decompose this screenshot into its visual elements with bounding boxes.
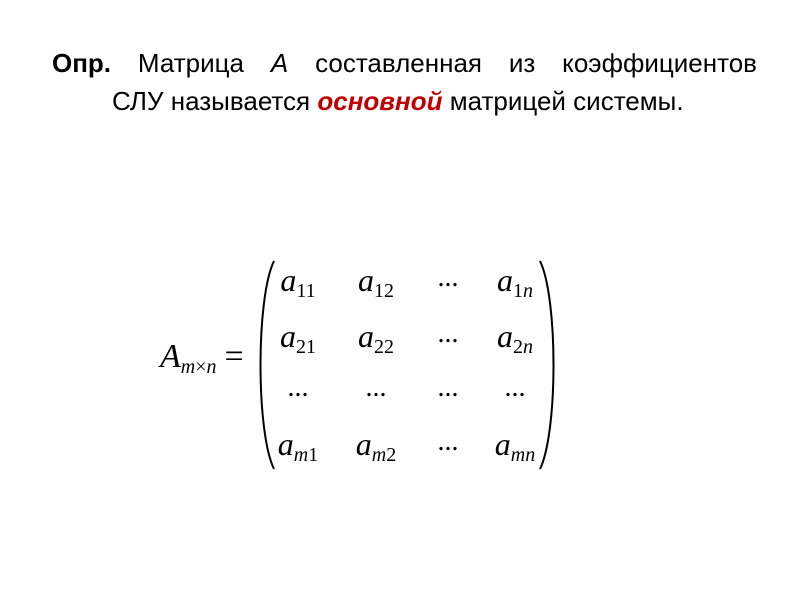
matrix-cell-variable: a: [358, 318, 374, 354]
matrix-cell-ellipsis: ...: [504, 372, 526, 403]
matrix-cell-index: m1: [293, 444, 319, 466]
definition-word-matrix: Матрица: [137, 48, 244, 78]
matrix-cell-index: 22: [374, 336, 394, 358]
matrix-cell-ellipsis: ...: [365, 372, 387, 403]
matrix-cell-index: m2: [371, 444, 397, 466]
matrix-cell: [336, 318, 416, 358]
definition-line2-start: СЛУ называется: [112, 86, 311, 116]
matrix-cell: [336, 262, 416, 302]
matrix-cell-variable: a: [280, 318, 296, 354]
matrix-cell-ellipsis: ...: [437, 318, 459, 349]
matrix-cell: [258, 318, 338, 358]
matrix-cell-index: 21: [296, 336, 316, 358]
definition-variable: А: [270, 48, 289, 78]
matrix-cell-index: mn: [510, 444, 536, 466]
matrix-cell-ellipsis: ...: [287, 372, 309, 403]
matrix-cell-variable: a: [358, 262, 374, 298]
definition-line2-end: матрицей системы.: [449, 86, 684, 116]
matrix-cell: [258, 426, 338, 466]
equals-sign: =: [224, 338, 244, 375]
lhs-sub-cols: n: [206, 356, 217, 378]
matrix-cell-variable: a: [497, 262, 513, 298]
lhs-sub-times: ×: [195, 356, 207, 378]
lhs-subscript: [181, 356, 217, 378]
matrix-cell: [475, 426, 555, 466]
matrix-lhs: [160, 338, 244, 376]
matrix-cell: [475, 318, 555, 358]
matrix-cell-variable: a: [497, 318, 513, 354]
matrix-cell: [336, 426, 416, 466]
definition-highlight: основной: [317, 86, 443, 116]
lhs-symbol: A: [160, 338, 181, 375]
matrix-cell-variable: a: [277, 426, 294, 462]
matrix-cell-ellipsis: ...: [437, 262, 459, 293]
matrix-cell-index: 12: [374, 280, 394, 302]
definition-word-1: составленная: [315, 48, 482, 78]
matrix-cell-index: 11: [296, 280, 316, 302]
matrix-cell: [258, 262, 338, 302]
lhs-sub-rows: m: [180, 356, 196, 378]
definition-word-2: из: [508, 48, 536, 78]
matrix-cell: [475, 262, 555, 302]
matrix-cell-variable: a: [494, 426, 511, 462]
definition-word-3: коэффициентов: [562, 48, 757, 78]
matrix-cell-index: 2n: [513, 336, 533, 358]
matrix-cell-index: 1n: [513, 280, 533, 302]
matrix-cell-ellipsis: ...: [437, 372, 459, 403]
definition-label: Опр.: [52, 48, 112, 78]
matrix-cell-variable: a: [280, 262, 297, 298]
matrix-cell-variable: a: [355, 426, 372, 462]
matrix-cell-ellipsis: ...: [437, 426, 459, 457]
